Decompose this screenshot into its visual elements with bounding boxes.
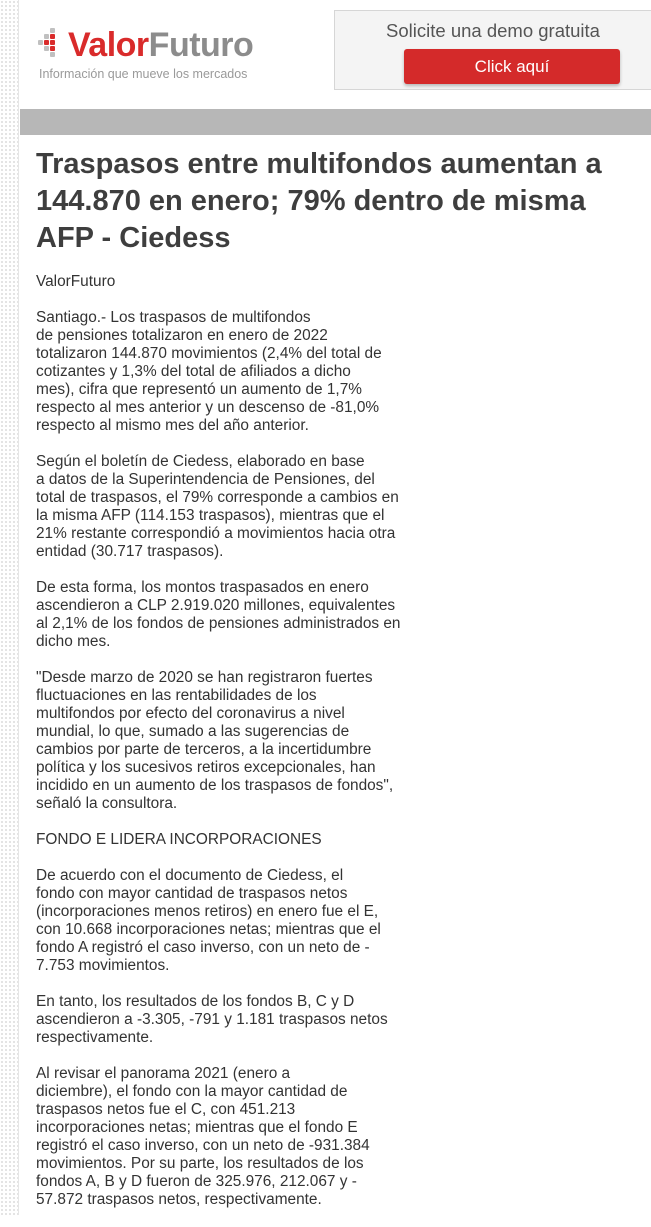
dotted-left-edge [0,0,18,1215]
article-paragraph: De acuerdo con el documento de Ciedess, el fondo con mayor cantidad de traspasos netos (incorporaciones menos retiros) en enero fue el E, con 10.668 incorporaciones netas; mientras que el fondo A registró el caso inverso, con un neto de - 7.753 movimientos. [36,867,381,974]
article-paragraph: En tanto, los resultados de los fondos B, C y D ascendieron a -3.305, -791 y 1.181 traspasos netos respectivamente. [36,993,388,1046]
article-source: ValorFuturo [36,273,116,290]
logo-dots-icon [38,28,68,62]
article-paragraph: De esta forma, los montos traspasados en enero ascendieron a CLP 2.919.020 millones, equivalentes al 2,1% de los fondos de pensiones administrados en dicho mes. [36,579,401,650]
click-here-button[interactable]: Click aquí [404,49,620,84]
left-divider [18,0,19,1215]
logo-word-valor: Valor [68,26,149,64]
demo-banner [334,10,651,90]
logo-tagline: Información que mueve los mercados [39,67,248,81]
article-paragraph: Santiago.- Los traspasos de multifondos de pensiones totalizaron en enero de 2022 totalizaron 144.870 movimientos (2,4% del total de cotizantes y 1,3% del total de afiliados a dicho mes), cifra que representó un aumento de 1,7% respecto al mes anterior y un descenso de -81,0% respecto al mismo mes del año anterior. [36,309,382,434]
logo-word-futuro: Futuro [148,26,254,64]
article-paragraph: Al revisar el panorama 2021 (enero a diciembre), el fondo con la mayor cantidad de traspasos netos fue el C, con 451.213 incorporaciones netas; mientras que el fondo E registró el caso inverso, con un neto de -931.384 movimientos. Por su parte, los resultados de los fondos A, B y D fueron de 325.976, 212.067 y - 57.872 traspasos netos, respectivamente. [36,1065,370,1208]
logo-wordmark [68,24,253,66]
article-paragraph: "Desde marzo de 2020 se han registraron fuertes fluctuaciones en las rentabilidades de los multifondos por efecto del coronavirus a nivel mundial, lo que, sumado a las sugerencias de cambios por parte de terceros, a la incertidumbre política y los sucesivos retiros excepcionales, han incidido en un aumento de los traspasos de fondos", señaló la consultora. [36,669,394,812]
banner-text: Solicite una demo gratuita [386,20,600,41]
article-paragraph: Según el boletín de Ciedess, elaborado en base a datos de la Superintendencia de Pensiones, del total de traspasos, el 79% corresponde a cambios en la misma AFP (114.153 traspasos), mientras que el 21% restante correspondió a movimientos hacia otra entidad (30.717 traspasos). [36,453,399,560]
valorfuturo-logo[interactable] [38,22,298,86]
article-subheading: FONDO E LIDERA INCORPORACIONES [36,831,322,848]
article-title: Traspasos entre multifondos aumentan a 144.870 en enero; 79% dentro de misma AFP - Ciedess [36,148,602,254]
header-gray-bar [20,109,651,135]
article-body [36,273,416,1227]
